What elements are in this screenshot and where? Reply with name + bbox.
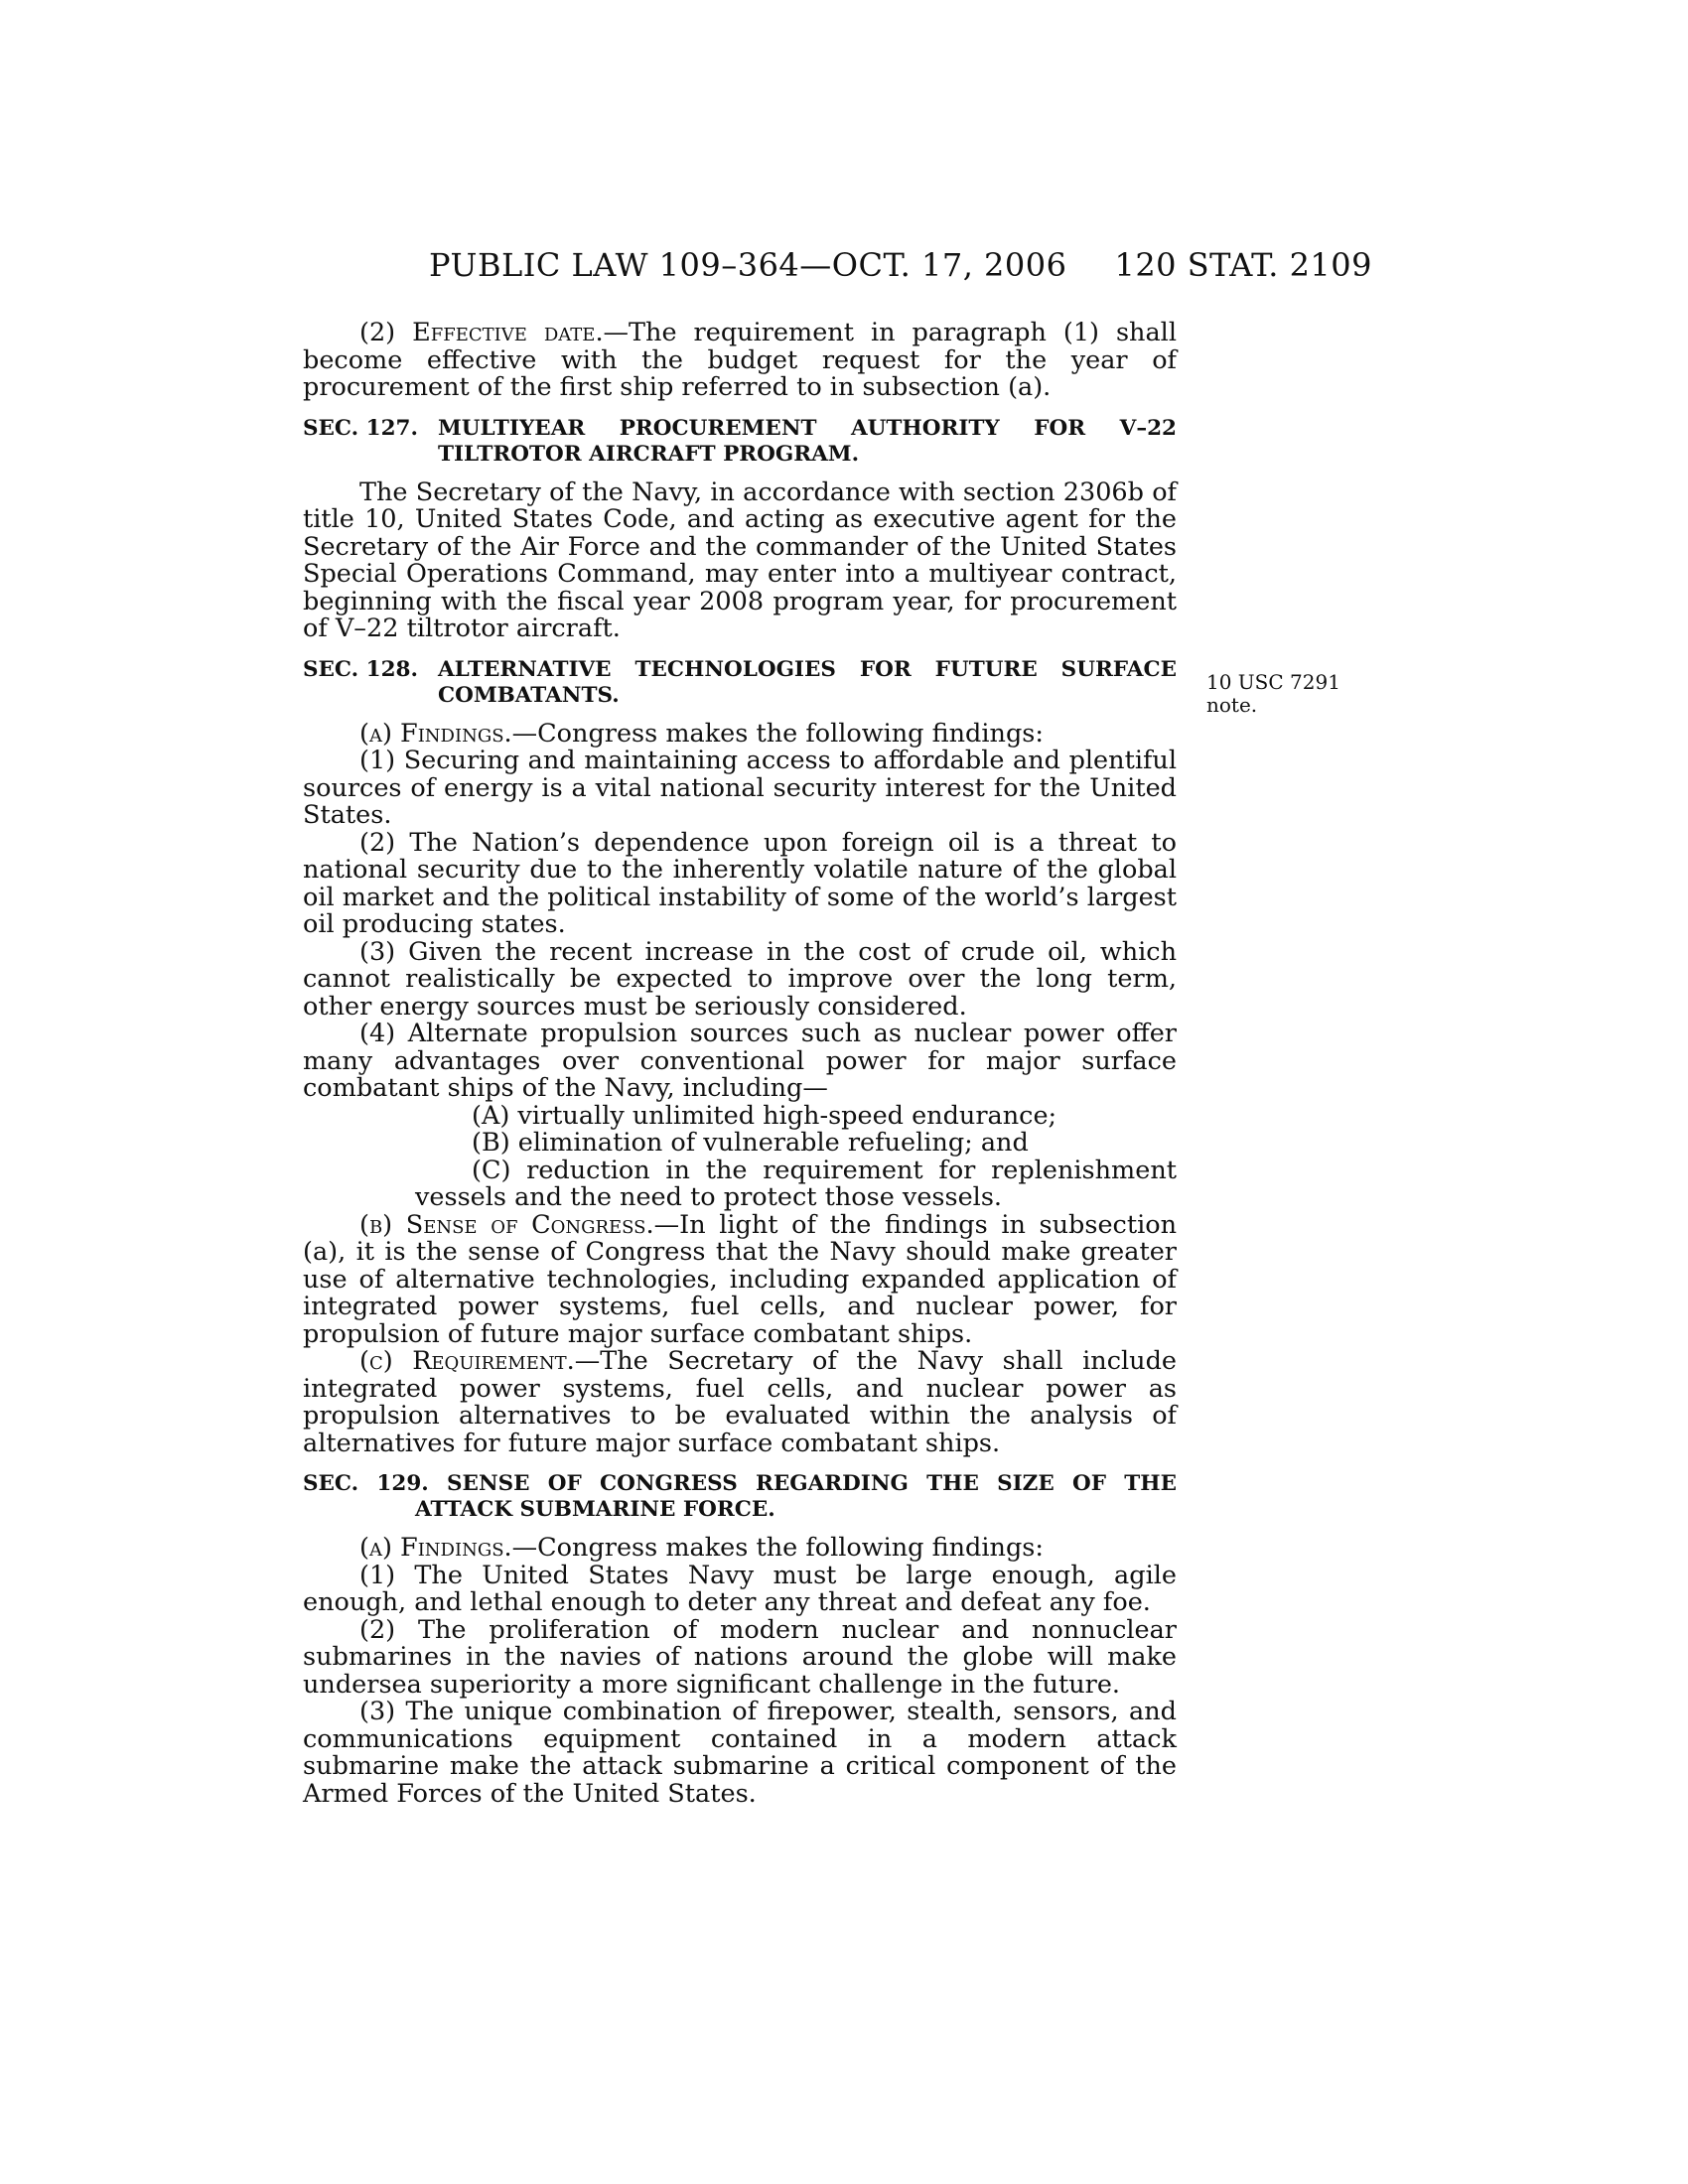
- subsection-text: —Congress makes the following findings:: [511, 1533, 1044, 1563]
- paragraph-label: (2) Effective date.: [359, 318, 604, 347]
- margin-note: [1206, 671, 1340, 717]
- finding-2: (2) The Nation’s dependence upon foreign oil is a threat to national security due to the inherently volatile nature of the global oil market and the political instability of some of the world’s largest oil producing states.: [303, 827, 1177, 939]
- subsection-sense-of-congress: [303, 1209, 1178, 1349]
- paragraph-effective-date: [303, 320, 1177, 402]
- section-title: MULTIYEAR PROCUREMENT AUTHORITY FOR V–22 TILTROTOR AIRCRAFT PROGRAM.: [437, 415, 1177, 467]
- section-128-heading: [303, 657, 1177, 709]
- section-129-heading: [303, 1471, 1177, 1523]
- finding-2: (2) The proliferation of modern nuclear and nonnuclear submarines in the navies of nations around the globe will make undersea superiority a more significant challenge in the future.: [303, 1614, 1177, 1700]
- paragraph-text: —The requirement in paragraph (1) shall become effective with the budget request for the year of procurement of the first ship referred to in subsection (a).: [303, 318, 1177, 402]
- section-129-findings-intro: [303, 1535, 1177, 1563]
- section-number: SEC. 127.: [303, 415, 418, 441]
- header-public-law: PUBLIC LAW 109–364—OCT. 17, 2006: [429, 246, 1067, 284]
- section-title: ALTERNATIVE TECHNOLOGIES FOR FUTURE SURFACE COMBATANTS.: [437, 656, 1177, 708]
- finding-3: (3) Given the recent increase in the cost of crude oil, which cannot realistically be expected to improve over the long term, other energy sources must be seriously considered.: [303, 936, 1177, 1022]
- finding-3: (3) The unique combination of firepower, stealth, sensors, and communications equipment contained in a modern attack submarine make the attack submarine a critical component of the Armed Forces of the United States.: [303, 1697, 1177, 1809]
- section-127-body: The Secretary of the Navy, in accordance with section 2306b of title 10, United States Code, and acting as executive agent for the Secretary of the Air Force and the commander of the United States Special Operations Command, may enter into a multiyear contract, beginning with the fiscal year 2008 program year, for procurement of V–22 tiltrotor aircraft.: [303, 477, 1177, 643]
- subsection-label: (a) Findings.: [359, 718, 512, 749]
- section-number: SEC. 129.: [303, 1471, 429, 1496]
- finding-4b: (B) elimination of vulnerable refueling; and: [472, 1128, 1029, 1158]
- finding-4c: (C) reduction in the requirement for replenishment vessels and the need to protect those vessels.: [415, 1155, 1177, 1212]
- subsection-label: (b) Sense of Congress.: [359, 1209, 654, 1240]
- section-title: SENSE OF CONGRESS REGARDING THE SIZE OF THE ATTACK SUBMARINE FORCE.: [415, 1471, 1177, 1522]
- finding-1: (1) The United States Navy must be large enough, agile enough, and lethal enough to deter any threat and defeat any foe.: [303, 1560, 1177, 1617]
- document-body: [303, 320, 1177, 1808]
- subsection-text: —The Secretary of the Navy shall include integrated power systems, fuel cells, and nuclear power as propulsion alternatives to be evaluated within the analysis of alternatives for future major surface combatant ships.: [303, 1346, 1177, 1458]
- finding-4a: (A) virtually unlimited high-speed endurance;: [472, 1100, 1057, 1131]
- subsection-label: (a) Findings.: [359, 1533, 512, 1563]
- margin-note-line2: note.: [1206, 693, 1258, 717]
- section-number: SEC. 128.: [303, 656, 418, 682]
- subsection-label: (c) Requirement.: [359, 1346, 575, 1376]
- section-128-findings-intro: [303, 718, 1177, 749]
- subsection-requirement: [303, 1348, 1177, 1457]
- margin-note-line1: 10 USC 7291: [1206, 670, 1340, 694]
- header-stat-page: 120 STAT. 2109: [1114, 246, 1372, 284]
- running-header: [429, 246, 1372, 296]
- finding-1: (1) Securing and maintaining access to affordable and plentiful sources of energy is a vital national security interest for the United States.: [303, 746, 1177, 830]
- section-127-heading: [303, 416, 1177, 468]
- subsection-text: —Congress makes the following findings:: [511, 718, 1044, 749]
- subsection-text: —In light of the findings in subsection (a), it is the sense of Congress that the Navy should make greater use of alternative technologies, including expanded application of integrated power systems, fuel cells, and nuclear power, for propulsion of future major surface combatant ships.: [303, 1209, 1178, 1349]
- finding-4: (4) Alternate propulsion sources such as nuclear power offer many advantages over conventional power for major surface combatant ships of the Navy, including—: [303, 1019, 1177, 1103]
